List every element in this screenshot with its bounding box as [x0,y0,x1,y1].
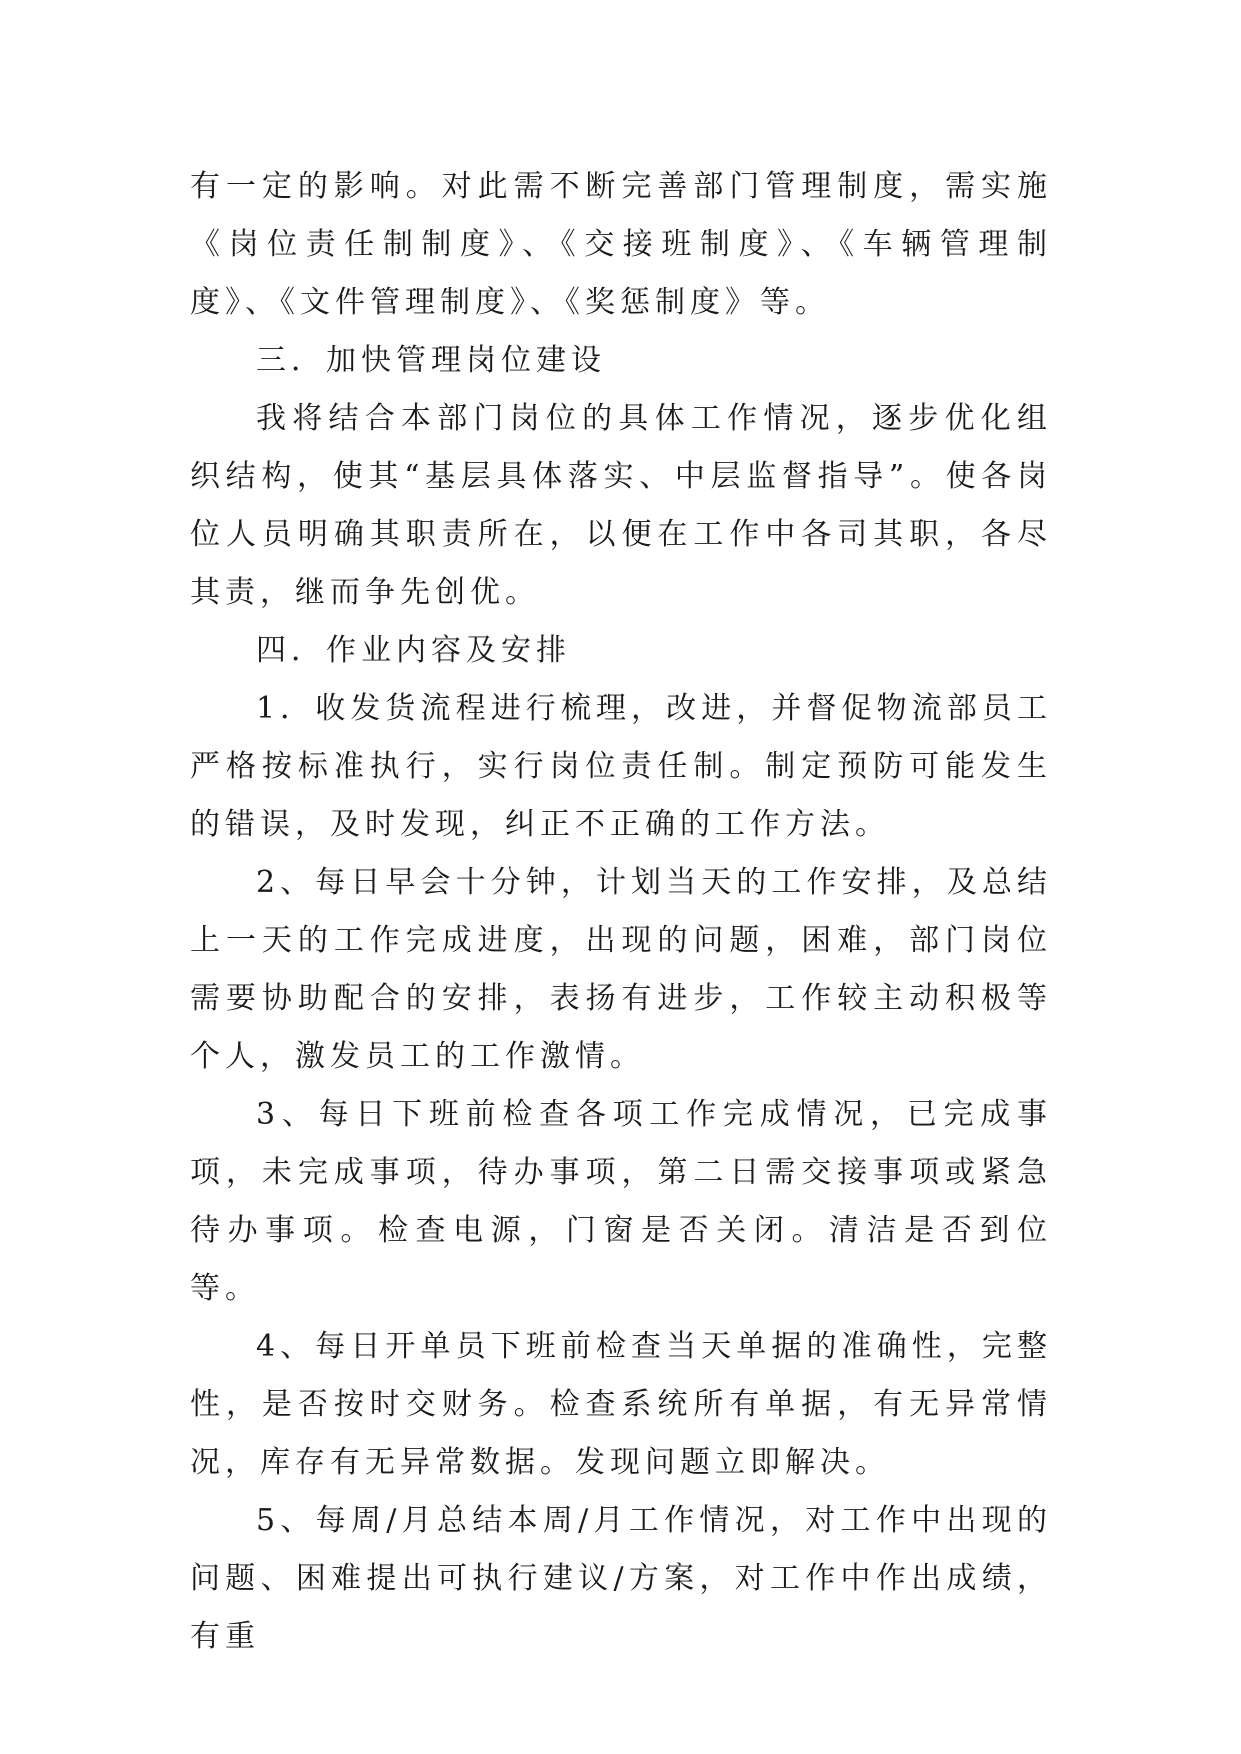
paragraph-policy-improvement: 有一定的影响。对此需不断完善部门管理制度，需实施《岗位责任制制度》、《交接班制度》、《车辆管理制度》、《文件管理制度》、《奖惩制度》等。 [190,169,1052,320]
paragraph-organization-structure: 我将结合本部门岗位的具体工作情况，逐步优化组织结构，使其“基层具体落实、中层监督指导”。使各岗位人员明确其职责所在，以便在工作中各司其职，各尽其责，继而争先创优。 [190,401,1052,610]
list-item-1: 1．收发货流程进行梳理，改进，并督促物流部员工严格按标准执行，实行岗位责任制。制定预防可能发生的错误，及时发现，纠正不正确的工作方法。 [190,691,1052,842]
list-item-5: 5、每周/月总结本周/月工作情况，对工作中出现的问题、困难提出可执行建议/方案，对工作中作出成绩，有重 [190,1503,1052,1654]
document-body [190,158,1052,1666]
list-item-4: 4、每日开单员下班前检查当天单据的准确性，完整性，是否按时交财务。检查系统所有单据，有无异常情况，库存有无异常数据。发现问题立即解决。 [190,1329,1052,1480]
section-heading-4: 四．作业内容及安排 [256,633,571,668]
list-item-2: 2、每日早会十分钟，计划当天的工作安排，及总结上一天的工作完成进度，出现的问题，困难，部门岗位需要协助配合的安排，表扬有进步，工作较主动积极等个人，激发员工的工作激情。 [190,865,1052,1074]
section-heading-3: 三．加快管理岗位建设 [256,343,606,378]
list-item-3: 3、每日下班前检查各项工作完成情况，已完成事项，未完成事项，待办事项，第二日需交接事项或紧急待办事项。检查电源，门窗是否关闭。清洁是否到位等。 [190,1097,1052,1306]
